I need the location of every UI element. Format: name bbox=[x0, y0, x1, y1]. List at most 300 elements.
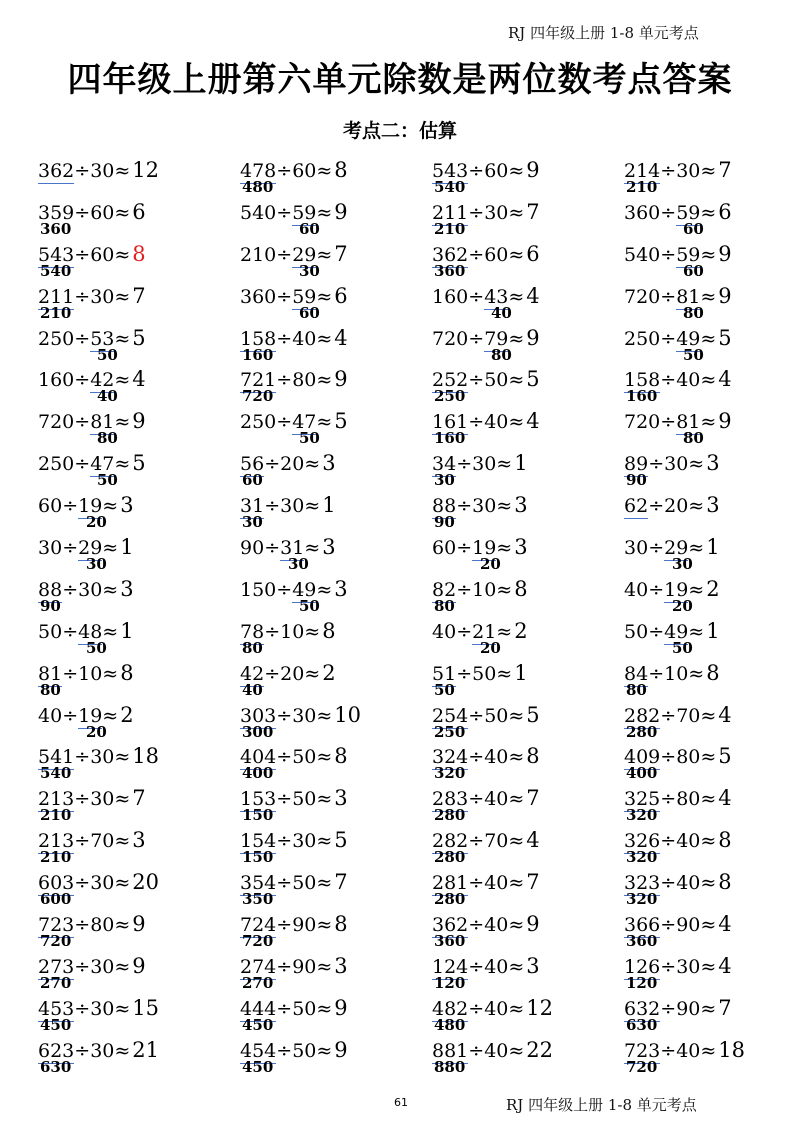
approx-sign: ≈ bbox=[508, 830, 525, 853]
divisor: 10 bbox=[664, 662, 689, 685]
approx-sign: ≈ bbox=[316, 872, 333, 895]
rounded-value: 160 bbox=[434, 429, 466, 448]
approx-sign: ≈ bbox=[102, 620, 119, 643]
divisor: 40 bbox=[676, 872, 701, 895]
estimated-answer: 9 bbox=[526, 912, 540, 937]
dividend: 160 bbox=[38, 369, 75, 392]
rounded-value: 50 bbox=[97, 345, 118, 364]
estimated-answer: 4 bbox=[718, 912, 732, 937]
problem-item bbox=[624, 318, 800, 364]
divide-sign: ÷ bbox=[74, 997, 91, 1020]
rounded-value: 80 bbox=[242, 638, 263, 657]
divide-sign: ÷ bbox=[276, 746, 293, 769]
divisor: 10 bbox=[280, 620, 305, 643]
estimated-answer: 18 bbox=[132, 744, 160, 769]
problem-item bbox=[38, 1030, 228, 1076]
approx-sign: ≈ bbox=[102, 537, 119, 560]
problem-item bbox=[624, 401, 800, 448]
approx-sign: ≈ bbox=[508, 914, 525, 937]
dividend: 444 bbox=[240, 997, 277, 1020]
rounded-value: 450 bbox=[242, 1057, 274, 1076]
approx-sign: ≈ bbox=[316, 369, 333, 392]
dividend: 362 bbox=[432, 914, 469, 937]
divisor: 80 bbox=[292, 369, 317, 392]
divisor: 90 bbox=[292, 955, 317, 978]
approx-sign: ≈ bbox=[114, 746, 131, 769]
approx-sign: ≈ bbox=[102, 495, 119, 518]
rounded-value: 30 bbox=[672, 555, 693, 574]
divide-sign: ÷ bbox=[456, 662, 473, 685]
divide-sign: ÷ bbox=[74, 788, 91, 811]
section-subtitle: 考点二：估算 bbox=[342, 120, 457, 142]
divide-sign: ÷ bbox=[660, 369, 677, 392]
rounded-value: 300 bbox=[242, 722, 274, 741]
estimated-answer: 9 bbox=[132, 409, 146, 434]
division-expression bbox=[624, 242, 732, 266]
problem-item bbox=[38, 401, 228, 448]
dividend: 724 bbox=[240, 914, 277, 937]
divisor: 47 bbox=[90, 453, 115, 476]
estimated-answer: 5 bbox=[132, 325, 146, 350]
divisor: 60 bbox=[484, 243, 509, 266]
dividend: 323 bbox=[624, 872, 661, 895]
estimated-answer: 4 bbox=[718, 953, 732, 978]
approx-sign: ≈ bbox=[508, 369, 525, 392]
dividend: 366 bbox=[624, 914, 661, 937]
problem-item bbox=[240, 611, 430, 657]
rounded-value: 40 bbox=[97, 387, 118, 406]
divisor: 30 bbox=[292, 704, 317, 727]
problem-item bbox=[432, 318, 622, 364]
dividend: 360 bbox=[624, 201, 661, 224]
rounded-value: 210 bbox=[626, 178, 658, 196]
divide-sign: ÷ bbox=[74, 914, 91, 937]
approx-sign: ≈ bbox=[102, 704, 119, 727]
divide-sign: ÷ bbox=[276, 578, 293, 601]
rounded-value: 400 bbox=[242, 764, 274, 783]
footer-note: RJ 四年级上册 1-8 单元考点 bbox=[506, 1096, 697, 1114]
divide-sign: ÷ bbox=[660, 285, 677, 308]
divide-sign: ÷ bbox=[62, 578, 79, 601]
problem-item bbox=[432, 359, 622, 406]
divide-sign: ÷ bbox=[648, 495, 665, 518]
divide-sign: ÷ bbox=[648, 453, 665, 476]
approx-sign: ≈ bbox=[316, 160, 333, 182]
dividend: 210 bbox=[240, 243, 277, 266]
problem-item bbox=[240, 150, 430, 196]
divide-sign: ÷ bbox=[62, 495, 79, 518]
problem-item bbox=[240, 234, 430, 280]
divisor: 30 bbox=[90, 872, 115, 895]
problem-item bbox=[624, 485, 800, 527]
estimated-answer: 4 bbox=[526, 283, 540, 308]
approx-sign: ≈ bbox=[508, 411, 525, 434]
rounded-value: 400 bbox=[626, 764, 658, 783]
divide-sign: ÷ bbox=[648, 578, 665, 601]
estimated-answer: 4 bbox=[132, 367, 146, 392]
problem-item bbox=[624, 359, 800, 406]
approx-sign: ≈ bbox=[114, 327, 131, 350]
problem-item bbox=[432, 736, 622, 783]
divide-sign: ÷ bbox=[62, 704, 79, 727]
approx-sign: ≈ bbox=[114, 955, 131, 978]
rounded-value: 80 bbox=[434, 596, 455, 615]
rounded-value: 350 bbox=[242, 890, 274, 909]
approx-sign: ≈ bbox=[688, 537, 705, 560]
estimated-answer: 4 bbox=[334, 325, 348, 350]
dividend: 42 bbox=[240, 662, 265, 685]
divisor: 40 bbox=[484, 746, 509, 769]
divide-sign: ÷ bbox=[276, 704, 293, 727]
estimated-answer: 3 bbox=[706, 493, 720, 518]
estimated-answer: 2 bbox=[514, 618, 528, 643]
dividend: 543 bbox=[38, 243, 75, 266]
divide-sign: ÷ bbox=[276, 160, 293, 182]
dividend: 274 bbox=[240, 955, 277, 978]
divisor: 40 bbox=[484, 872, 509, 895]
estimated-answer: 18 bbox=[718, 1037, 746, 1062]
division-expression bbox=[240, 242, 348, 266]
approx-sign: ≈ bbox=[508, 201, 525, 224]
rounded-value: 630 bbox=[626, 1015, 658, 1034]
divide-sign: ÷ bbox=[276, 872, 293, 895]
dividend: 158 bbox=[240, 327, 277, 350]
dividend: 88 bbox=[432, 495, 457, 518]
approx-sign: ≈ bbox=[114, 830, 131, 853]
division-expression bbox=[38, 326, 146, 350]
rounded-value: 210 bbox=[434, 219, 466, 238]
approx-sign: ≈ bbox=[114, 285, 131, 308]
estimated-answer: 2 bbox=[322, 660, 336, 685]
approx-sign: ≈ bbox=[508, 160, 525, 182]
problem-item bbox=[38, 988, 228, 1034]
estimated-answer: 5 bbox=[334, 409, 348, 434]
dividend: 30 bbox=[624, 537, 649, 560]
rounded-value: 80 bbox=[40, 680, 61, 699]
divisor: 31 bbox=[280, 537, 305, 560]
estimated-answer: 20 bbox=[132, 870, 160, 895]
dividend: 720 bbox=[432, 327, 469, 350]
approx-sign: ≈ bbox=[700, 369, 717, 392]
divisor: 50 bbox=[292, 872, 317, 895]
rounded-value: 630 bbox=[40, 1057, 72, 1076]
problem-item bbox=[432, 695, 622, 741]
problem-item bbox=[432, 192, 622, 238]
divide-sign: ÷ bbox=[660, 704, 677, 727]
divisor: 59 bbox=[292, 201, 317, 224]
approx-sign: ≈ bbox=[316, 704, 333, 727]
division-expression bbox=[624, 409, 732, 433]
divisor: 40 bbox=[292, 327, 317, 350]
approx-sign: ≈ bbox=[700, 997, 717, 1020]
divisor: 59 bbox=[676, 201, 701, 224]
divisor: 40 bbox=[484, 955, 509, 978]
problem-item bbox=[432, 443, 622, 490]
rounded-value: 90 bbox=[40, 596, 61, 615]
divisor: 80 bbox=[676, 746, 701, 769]
problem-item bbox=[624, 904, 800, 951]
dividend: 478 bbox=[240, 160, 277, 182]
dividend: 543 bbox=[432, 160, 469, 182]
problem-item bbox=[432, 527, 622, 574]
estimated-answer: 9 bbox=[718, 409, 732, 434]
dividend: 50 bbox=[624, 620, 649, 643]
divisor: 50 bbox=[484, 369, 509, 392]
divisor: 80 bbox=[676, 788, 701, 811]
dividend: 161 bbox=[432, 411, 469, 434]
divisor: 49 bbox=[292, 578, 317, 601]
approx-sign: ≈ bbox=[508, 746, 525, 769]
divide-sign: ÷ bbox=[74, 411, 91, 434]
divisor: 42 bbox=[90, 369, 115, 392]
dividend: 720 bbox=[624, 411, 661, 434]
divide-sign: ÷ bbox=[468, 1039, 485, 1062]
divide-sign: ÷ bbox=[62, 537, 79, 560]
rounded-value: 540 bbox=[40, 261, 72, 280]
divisor: 50 bbox=[472, 662, 497, 685]
divide-sign: ÷ bbox=[276, 285, 293, 308]
division-expression bbox=[240, 409, 348, 433]
estimated-answer: 4 bbox=[718, 786, 732, 811]
divide-sign: ÷ bbox=[468, 201, 485, 224]
approx-sign: ≈ bbox=[316, 327, 333, 350]
dividend: 82 bbox=[432, 578, 457, 601]
divide-sign: ÷ bbox=[648, 620, 665, 643]
dividend: 454 bbox=[240, 1039, 277, 1062]
approx-sign: ≈ bbox=[688, 453, 705, 476]
approx-sign: ≈ bbox=[700, 327, 717, 350]
header-note: RJ 四年级上册 1-8 单元考点 bbox=[508, 24, 699, 42]
estimated-answer: 12 bbox=[526, 995, 554, 1020]
estimated-answer: 3 bbox=[514, 535, 528, 560]
problem-item bbox=[38, 653, 228, 699]
dividend: 214 bbox=[624, 160, 661, 182]
divisor: 70 bbox=[484, 830, 509, 853]
rounded-value: 20 bbox=[86, 513, 107, 532]
divide-sign: ÷ bbox=[74, 872, 91, 895]
dividend: 250 bbox=[38, 453, 75, 476]
divisor: 40 bbox=[484, 914, 509, 937]
divisor: 60 bbox=[90, 201, 115, 224]
divisor: 10 bbox=[472, 578, 497, 601]
problem-item bbox=[240, 904, 430, 951]
division-expression bbox=[38, 451, 146, 475]
rounded-value: 30 bbox=[434, 471, 455, 490]
estimated-answer: 7 bbox=[526, 870, 540, 895]
approx-sign: ≈ bbox=[496, 537, 513, 560]
division-expression bbox=[624, 326, 732, 350]
dividend: 723 bbox=[38, 914, 75, 937]
rounded-value: 60 bbox=[683, 219, 704, 238]
problem-item bbox=[240, 778, 430, 825]
divisor: 30 bbox=[472, 453, 497, 476]
divide-sign: ÷ bbox=[74, 160, 91, 182]
problem-item bbox=[240, 988, 430, 1034]
rounded-value: 720 bbox=[242, 387, 274, 406]
dividend: 360 bbox=[240, 285, 277, 308]
divisor: 60 bbox=[484, 160, 509, 182]
problem-item bbox=[240, 569, 430, 615]
estimated-answer: 8 bbox=[322, 618, 336, 643]
divide-sign: ÷ bbox=[74, 1039, 91, 1062]
estimated-answer: 22 bbox=[526, 1037, 554, 1062]
divide-sign: ÷ bbox=[276, 914, 293, 937]
divisor: 19 bbox=[664, 578, 689, 601]
divisor: 30 bbox=[90, 955, 115, 978]
problem-item bbox=[240, 359, 430, 406]
divisor: 30 bbox=[90, 997, 115, 1020]
problem-item bbox=[38, 150, 228, 192]
approx-sign: ≈ bbox=[688, 578, 705, 601]
divisor: 40 bbox=[676, 1039, 701, 1062]
approx-sign: ≈ bbox=[496, 578, 513, 601]
problem-item bbox=[432, 820, 622, 867]
divide-sign: ÷ bbox=[660, 243, 677, 266]
estimated-answer: 7 bbox=[526, 786, 540, 811]
approx-sign: ≈ bbox=[700, 746, 717, 769]
divide-sign: ÷ bbox=[264, 495, 281, 518]
dividend: 40 bbox=[624, 578, 649, 601]
divide-sign: ÷ bbox=[660, 1039, 677, 1062]
problem-item bbox=[240, 443, 430, 490]
problem-item bbox=[38, 820, 228, 867]
estimated-answer: 3 bbox=[120, 576, 134, 601]
approx-sign: ≈ bbox=[496, 662, 513, 685]
dividend: 720 bbox=[624, 285, 661, 308]
divisor: 30 bbox=[676, 160, 701, 182]
estimated-answer: 9 bbox=[132, 953, 146, 978]
approx-sign: ≈ bbox=[508, 872, 525, 895]
divide-sign: ÷ bbox=[468, 955, 485, 978]
dividend: 325 bbox=[624, 788, 661, 811]
approx-sign: ≈ bbox=[316, 955, 333, 978]
problem-item bbox=[240, 862, 430, 909]
problem-item bbox=[432, 401, 622, 448]
rounded-value: 30 bbox=[299, 261, 320, 280]
divide-sign: ÷ bbox=[276, 830, 293, 853]
divide-sign: ÷ bbox=[74, 830, 91, 853]
approx-sign: ≈ bbox=[316, 201, 333, 224]
problem-item bbox=[624, 276, 800, 322]
estimated-answer: 9 bbox=[526, 325, 540, 350]
divisor: 30 bbox=[664, 453, 689, 476]
rounded-value: 80 bbox=[683, 303, 704, 322]
estimated-answer: 5 bbox=[132, 451, 146, 476]
approx-sign: ≈ bbox=[508, 327, 525, 350]
divide-sign: ÷ bbox=[648, 537, 665, 560]
divide-sign: ÷ bbox=[264, 620, 281, 643]
problem-item bbox=[240, 653, 430, 699]
approx-sign: ≈ bbox=[688, 620, 705, 643]
problem-item bbox=[624, 988, 800, 1034]
dividend: 723 bbox=[624, 1039, 661, 1062]
divisor: 40 bbox=[484, 997, 509, 1020]
approx-sign: ≈ bbox=[304, 495, 321, 518]
approx-sign: ≈ bbox=[508, 997, 525, 1020]
division-expression bbox=[432, 284, 540, 308]
rounded-value: 80 bbox=[97, 429, 118, 448]
divisor: 59 bbox=[676, 243, 701, 266]
approx-sign: ≈ bbox=[700, 411, 717, 434]
divide-sign: ÷ bbox=[660, 830, 677, 853]
divide-sign: ÷ bbox=[468, 369, 485, 392]
divisor: 90 bbox=[676, 997, 701, 1020]
divisor: 40 bbox=[676, 369, 701, 392]
estimated-answer: 3 bbox=[120, 493, 134, 518]
dividend: 30 bbox=[38, 537, 63, 560]
rounded-value: 60 bbox=[242, 471, 263, 490]
divide-sign: ÷ bbox=[660, 997, 677, 1020]
divide-sign: ÷ bbox=[468, 160, 485, 182]
dividend: 50 bbox=[38, 620, 63, 643]
dividend: 354 bbox=[240, 872, 277, 895]
rounded-value: 210 bbox=[40, 806, 72, 825]
problem-item bbox=[240, 820, 430, 867]
estimated-answer: 8 bbox=[132, 241, 146, 266]
rounded-value: 50 bbox=[86, 638, 107, 657]
divisor: 53 bbox=[90, 327, 115, 350]
divide-sign: ÷ bbox=[468, 243, 485, 266]
approx-sign: ≈ bbox=[114, 369, 131, 392]
approx-sign: ≈ bbox=[700, 285, 717, 308]
approx-sign: ≈ bbox=[114, 914, 131, 937]
divisor: 21 bbox=[472, 620, 497, 643]
problem-item bbox=[432, 862, 622, 909]
estimated-answer: 1 bbox=[322, 493, 336, 518]
divisor: 49 bbox=[676, 327, 701, 350]
page-number: 61 bbox=[394, 1096, 408, 1109]
rounded-value: 720 bbox=[242, 932, 274, 951]
problem-item bbox=[240, 946, 430, 992]
divide-sign: ÷ bbox=[74, 327, 91, 350]
rounded-value: 90 bbox=[626, 471, 647, 490]
divisor: 47 bbox=[292, 411, 317, 434]
dividend: 282 bbox=[624, 704, 661, 727]
estimated-answer: 7 bbox=[718, 158, 732, 182]
approx-sign: ≈ bbox=[508, 1039, 525, 1062]
divisor: 10 bbox=[78, 662, 103, 685]
approx-sign: ≈ bbox=[700, 955, 717, 978]
divide-sign: ÷ bbox=[660, 746, 677, 769]
rounded-value: 50 bbox=[672, 638, 693, 657]
problem-item bbox=[38, 569, 228, 615]
dividend: 282 bbox=[432, 830, 469, 853]
divisor: 19 bbox=[78, 495, 103, 518]
divisor: 79 bbox=[484, 327, 509, 350]
rounded-value: 120 bbox=[434, 973, 466, 992]
estimated-answer: 7 bbox=[132, 786, 146, 811]
divide-sign: ÷ bbox=[276, 788, 293, 811]
rounded-value: 270 bbox=[242, 973, 274, 992]
division-expression bbox=[624, 284, 732, 308]
estimated-answer: 8 bbox=[706, 660, 720, 685]
problem-item bbox=[38, 862, 228, 909]
problem-column-4 bbox=[624, 150, 800, 1076]
divisor: 30 bbox=[90, 285, 115, 308]
estimated-answer: 8 bbox=[526, 744, 540, 769]
divide-sign: ÷ bbox=[74, 746, 91, 769]
rounded-value: 50 bbox=[299, 429, 320, 448]
division-expression bbox=[240, 284, 348, 308]
dividend: 62 bbox=[624, 495, 649, 518]
rounded-value: 280 bbox=[434, 848, 466, 867]
approx-sign: ≈ bbox=[304, 537, 321, 560]
estimated-answer: 8 bbox=[334, 744, 348, 769]
approx-sign: ≈ bbox=[316, 411, 333, 434]
divide-sign: ÷ bbox=[660, 327, 677, 350]
approx-sign: ≈ bbox=[316, 830, 333, 853]
divide-sign: ÷ bbox=[276, 369, 293, 392]
